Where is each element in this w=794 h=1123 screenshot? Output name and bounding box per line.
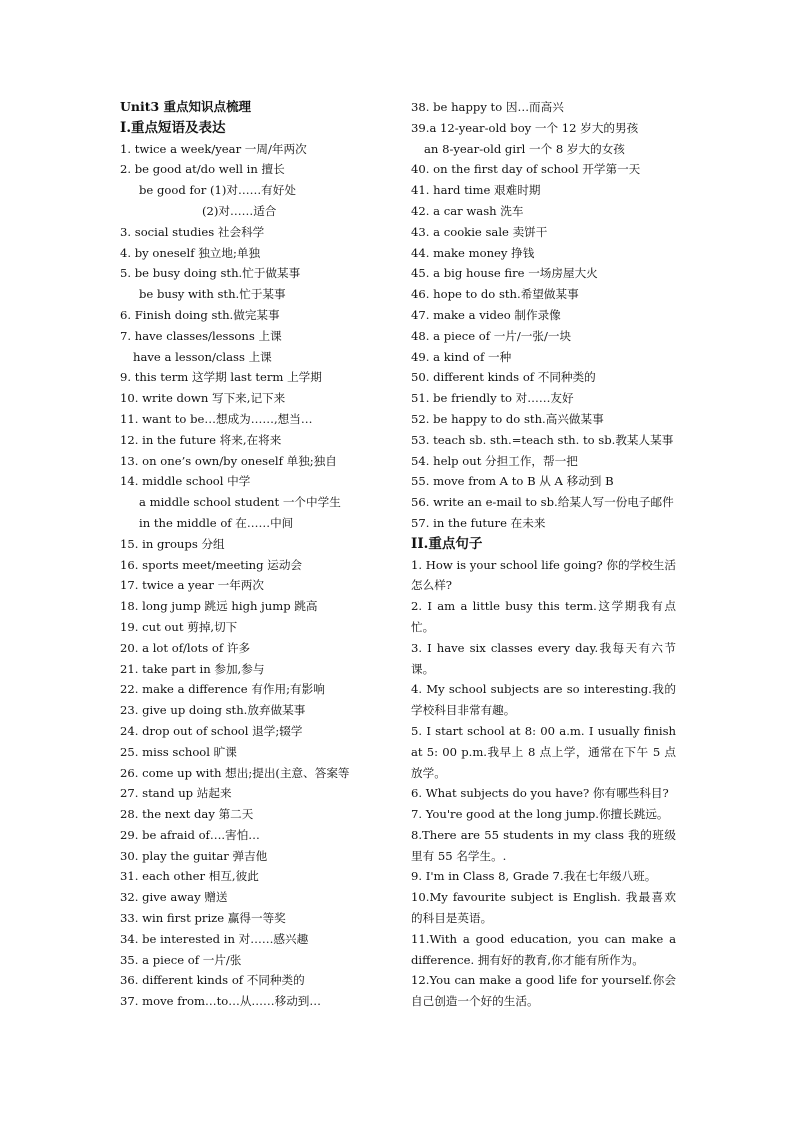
phrase-line: 17. twice a year 一年两次 bbox=[120, 578, 264, 593]
right-column bbox=[411, 97, 676, 1012]
phrase-line: (2)对……适合 bbox=[202, 203, 277, 218]
phrase-line: 51. be friendly to 对……友好 bbox=[411, 391, 574, 406]
sentence-item: 10.My favourite subject is English. 我最喜欢的科目是英语。 bbox=[411, 890, 676, 926]
phrase-line: 9. this term 这学期 last term 上学期 bbox=[120, 370, 322, 385]
phrase-line: 43. a cookie sale 卖饼干 bbox=[411, 224, 548, 239]
phrase-line: 25. miss school 旷课 bbox=[120, 744, 237, 759]
phrase-line: 19. cut out 剪掉,切下 bbox=[120, 619, 238, 634]
section-heading-sentences: II.重点句子 bbox=[411, 535, 483, 552]
phrase-line: 50. different kinds of 不同种类的 bbox=[411, 370, 596, 385]
phrase-line: 1. twice a week/year 一周/年两次 bbox=[120, 141, 307, 156]
phrase-line: 52. be happy to do sth.高兴做某事 bbox=[411, 411, 604, 426]
phrase-line: 28. the next day 第二天 bbox=[120, 807, 254, 822]
sentence-item: 11.With a good education, you can make a difference. 拥有好的教育,你才能有所作为。 bbox=[411, 931, 676, 967]
left-column bbox=[120, 97, 400, 1012]
phrase-line: 47. make a video 制作录像 bbox=[411, 307, 561, 322]
phrase-line: 10. write down 写下来,记下来 bbox=[120, 391, 286, 406]
phrase-line: 53. teach sb. sth.=teach sth. to sb.教某人某事 bbox=[411, 432, 674, 447]
phrase-line: 27. stand up 站起来 bbox=[120, 786, 232, 801]
sentence-item: 2. I am a little busy this term.这学期我有点忙。 bbox=[411, 599, 676, 634]
phrase-line: 29. be afraid of….害怕… bbox=[120, 827, 260, 842]
phrase-line: 32. give away 赠送 bbox=[120, 890, 228, 905]
phrase-line: 4. by oneself 独立地;单独 bbox=[120, 245, 261, 260]
phrase-line: 3. social studies 社会科学 bbox=[120, 224, 265, 239]
phrase-line: be busy with sth.忙于某事 bbox=[139, 287, 286, 302]
phrase-list-continued bbox=[411, 97, 676, 492]
phrase-line: 46. hope to do sth.希望做某事 bbox=[411, 287, 579, 302]
sentence-item: 6. What subjects do you have? 你有哪些科目? bbox=[411, 786, 669, 801]
phrase-line: 33. win first prize 赢得一等奖 bbox=[120, 911, 286, 926]
phrase-line: an 8-year-old girl 一个 8 岁大的女孩 bbox=[424, 141, 625, 156]
phrase-line: 54. help out 分担工作，帮一把 bbox=[411, 453, 578, 468]
sentence-item: 4. My school subjects are so interesting.我的学校科目非常有趣。 bbox=[411, 682, 676, 718]
phrase-line: 40. on the first day of school 开学第一天 bbox=[411, 162, 641, 177]
sentence-item: 8.There are 55 students in my class 我的班级里有 55 名学生。. bbox=[411, 827, 676, 863]
sentence-item: 3. I have six classes every day.我每天有六节课。 bbox=[411, 640, 676, 676]
phrase-line: 6. Finish doing sth.做完某事 bbox=[120, 307, 280, 322]
sentence-list bbox=[411, 555, 676, 1013]
phrase-line: 14. middle school 中学 bbox=[120, 474, 251, 489]
phrase-line: 31. each other 相互,彼此 bbox=[120, 869, 259, 884]
phrase-line: 15. in groups 分组 bbox=[120, 536, 225, 551]
phrase-line: 16. sports meet/meeting 运动会 bbox=[120, 557, 303, 572]
phrase-line: 20. a lot of/lots of 许多 bbox=[120, 640, 251, 655]
phrase-line: 44. make money 挣钱 bbox=[411, 245, 535, 260]
sentence-item: 12.You can make a good life for yourself.你会自己创造一个好的生活。 bbox=[411, 973, 676, 1009]
sentence-item: 5. I start school at 8: 00 a.m. I usually finish at 5: 00 p.m.我早上 8 点上学，通常在下午 5 点放学。 bbox=[411, 723, 676, 780]
phrase-line: 55. move from A to B 从 A 移动到 B bbox=[411, 474, 614, 489]
phrase-line: 30. play the guitar 弹吉他 bbox=[120, 848, 268, 863]
phrase-item-56: 56. write an e-mail to sb.给某人写一份电子邮件 bbox=[411, 495, 674, 510]
phrase-line: in the middle of 在……中间 bbox=[139, 515, 294, 530]
phrase-item-57: 57. in the future 在未来 bbox=[411, 515, 546, 530]
phrase-line: 12. in the future 将来,在将来 bbox=[120, 432, 282, 447]
phrase-line: 24. drop out of school 退学;辍学 bbox=[120, 723, 303, 738]
phrase-line: 21. take part in 参加,参与 bbox=[120, 661, 265, 676]
phrase-line: 22. make a difference 有作用;有影响 bbox=[120, 682, 325, 697]
phrase-line: 7. have classes/lessons 上课 bbox=[120, 328, 282, 343]
phrase-line: 48. a piece of 一片/一张/一块 bbox=[411, 328, 572, 343]
sentence-item: 1. How is your school life going? 你的学校生活怎么样? bbox=[411, 557, 676, 593]
phrase-line: 45. a big house fire 一场房屋大火 bbox=[411, 266, 598, 281]
phrase-line: 41. hard time 艰难时期 bbox=[411, 183, 541, 198]
phrase-line: 36. different kinds of 不同种类的 bbox=[120, 973, 305, 988]
phrase-line: 11. want to be…想成为……,想当… bbox=[120, 411, 313, 426]
phrase-line: 42. a car wash 洗车 bbox=[411, 203, 524, 218]
phrase-line: 38. be happy to 因…而高兴 bbox=[411, 100, 564, 114]
phrase-line: 49. a kind of 一种 bbox=[411, 349, 512, 364]
document-title: Unit3 重点知识点梳理 bbox=[120, 99, 252, 114]
phrase-line: have a lesson/class 上课 bbox=[133, 349, 272, 364]
sentence-item: 9. I'm in Class 8, Grade 7.我在七年级八班。 bbox=[411, 869, 657, 884]
phrase-line: 35. a piece of 一片/张 bbox=[120, 952, 242, 967]
phrase-line: 13. on one’s own/by oneself 单独;独自 bbox=[120, 453, 337, 468]
phrase-line: 34. be interested in 对……感兴趣 bbox=[120, 931, 309, 946]
sentence-item: 7. You're good at the long jump.你擅长跳远。 bbox=[411, 807, 669, 822]
phrase-line: 37. move from…to…从……移动到… bbox=[120, 994, 321, 1009]
phrase-line: be good for (1)对……有好处 bbox=[139, 183, 296, 198]
phrase-line: 26. come up with 想出;提出(主意、答案等 bbox=[120, 765, 350, 780]
phrase-line: 5. be busy doing sth.忙于做某事 bbox=[120, 266, 301, 281]
phrase-line: 18. long jump 跳远 high jump 跳高 bbox=[120, 599, 318, 614]
phrase-line: a middle school student 一个中学生 bbox=[139, 495, 341, 510]
phrase-line: 2. be good at/do well in 擅长 bbox=[120, 162, 285, 177]
phrase-line: 39.a 12-year-old boy 一个 12 岁大的男孩 bbox=[411, 120, 639, 135]
phrase-line: 23. give up doing sth.放弃做某事 bbox=[120, 703, 306, 718]
section-heading-phrases: I.重点短语及表达 bbox=[120, 119, 226, 136]
